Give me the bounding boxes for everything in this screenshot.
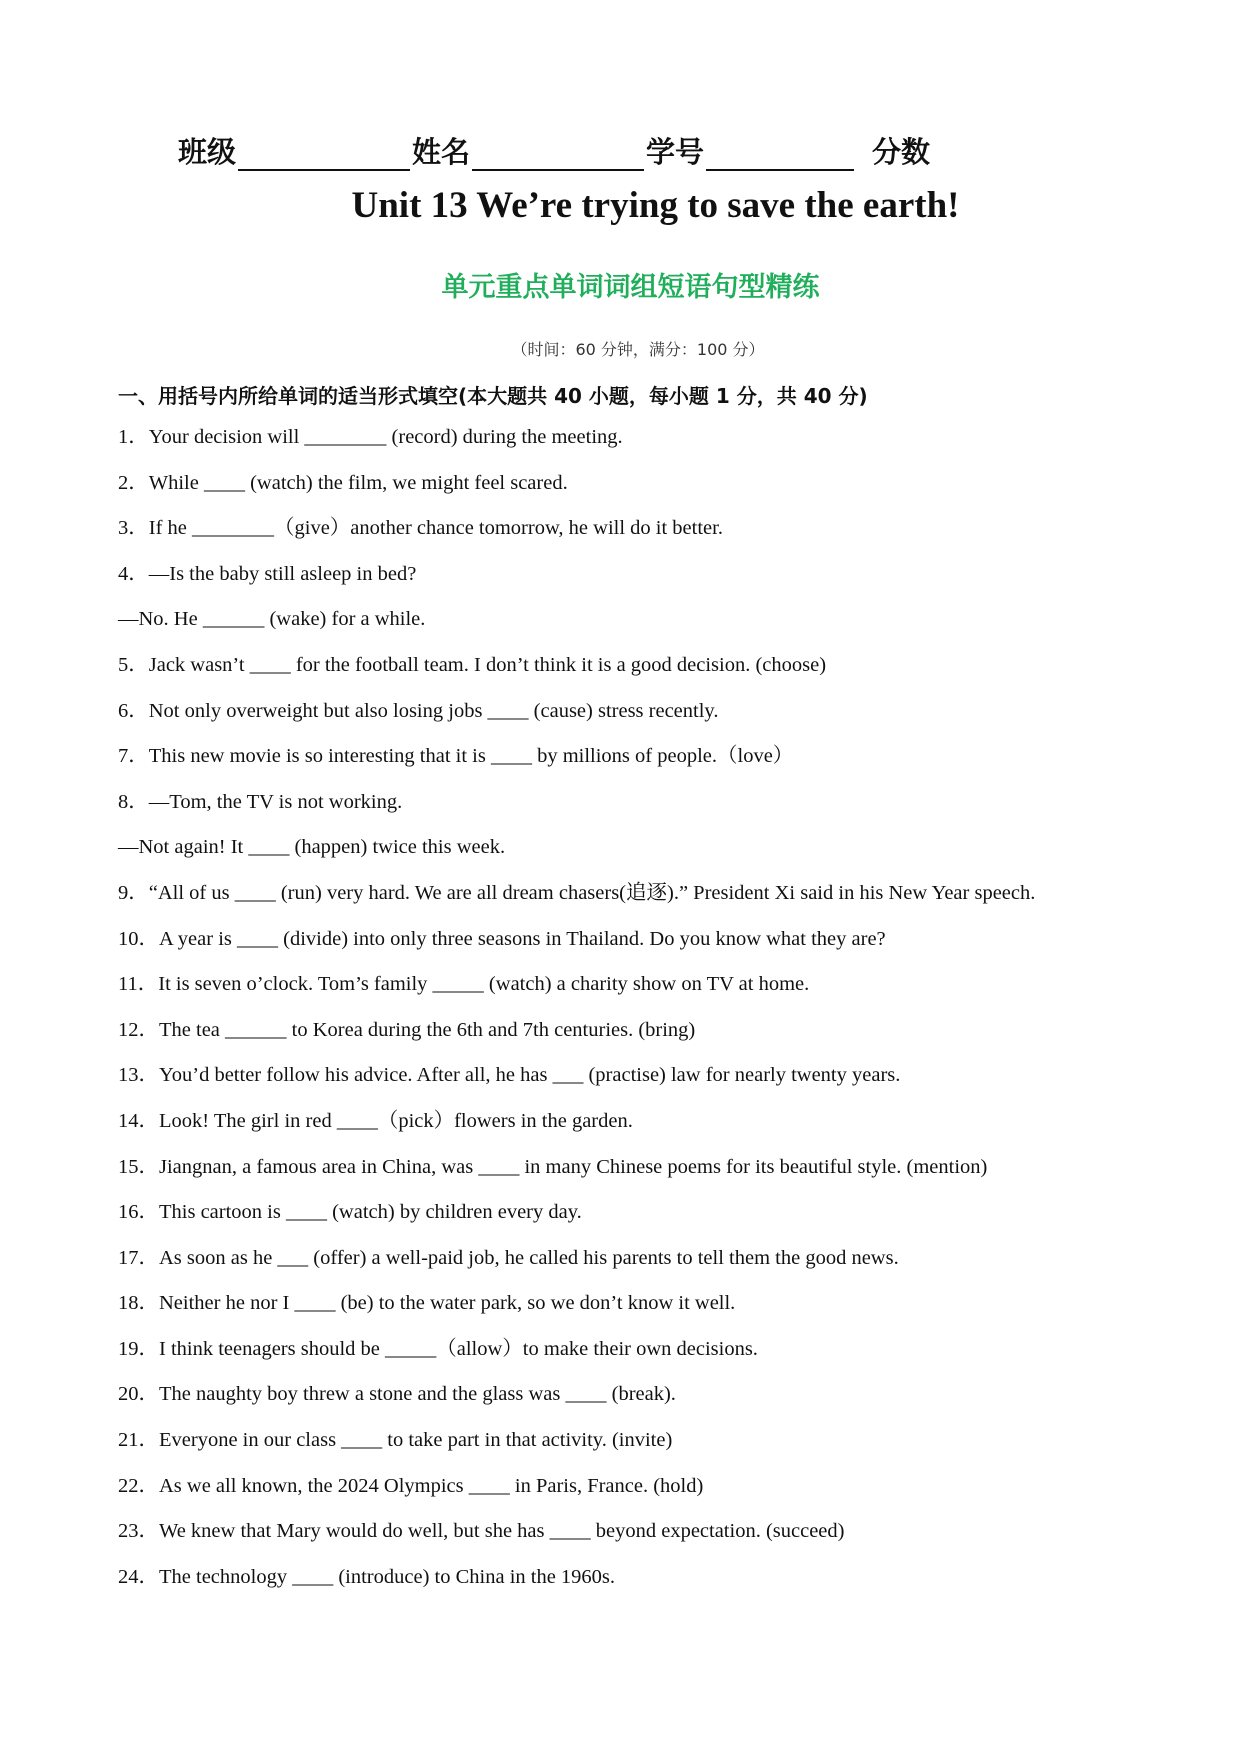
question-line: 13．You’d better follow his advice. After all, he has ___ (practise) law for nearly twenty years. bbox=[118, 1064, 901, 1087]
question-line: 22．As we all known, the 2024 Olympics ____ in Paris, France. (hold) bbox=[118, 1474, 704, 1497]
score-label: 分数 bbox=[872, 135, 931, 169]
student-number-label: 学号 bbox=[646, 135, 705, 169]
question-line: 4．—Is the baby still asleep in bed? bbox=[118, 562, 417, 585]
question-line: 1．Your decision will ________ (record) during the meeting. bbox=[118, 426, 623, 448]
student-number-blank bbox=[706, 141, 854, 171]
question-line: 5．Jack wasn’t ____ for the football team. I don’t think it is a good decision. (choose) bbox=[118, 653, 827, 676]
name-label: 姓名 bbox=[412, 135, 471, 169]
name-blank bbox=[472, 141, 644, 171]
question-line: 7．This new movie is so interesting that it is ____ by millions of people.（love） bbox=[118, 745, 794, 768]
question-line: 16．This cartoon is ____ (watch) by children every day. bbox=[118, 1201, 582, 1224]
question-list bbox=[118, 422, 1178, 1607]
page-subtitle: 单元重点单词词组短语句型精练 bbox=[441, 272, 820, 303]
question-line: 9．“All of us ____ (run) very hard. We are all dream chasers(追逐).” President Xi said in his New Year speech. bbox=[118, 881, 1036, 904]
page-title: Unit 13 We’re trying to save the earth! bbox=[351, 185, 960, 226]
question-line: 3．If he ________（give）another chance tomorrow, he will do it better. bbox=[118, 517, 723, 540]
question-line: 8．—Tom, the TV is not working. bbox=[118, 790, 403, 813]
question-line: 14．Look! The girl in red ____（pick）flowers in the garden. bbox=[118, 1109, 633, 1132]
student-info-line bbox=[178, 130, 930, 171]
question-line: 6．Not only overweight but also losing jobs ____ (cause) stress recently. bbox=[118, 699, 719, 722]
question-line: 2．While ____ (watch) the film, we might feel scared. bbox=[118, 471, 568, 494]
question-line: 12．The tea ______ to Korea during the 6th and 7th centuries. (bring) bbox=[118, 1018, 696, 1041]
question-line: 11．It is seven o’clock. Tom’s family _____ (watch) a charity show on TV at home. bbox=[118, 973, 810, 996]
time-info: （时间：60 分钟，满分：100 分） bbox=[511, 340, 765, 359]
question-line: 24．The technology ____ (introduce) to China in the 1960s. bbox=[118, 1565, 616, 1588]
question-line: —Not again! It ____ (happen) twice this week. bbox=[118, 836, 506, 859]
question-line: 21．Everyone in our class ____ to take part in that activity. (invite) bbox=[118, 1429, 673, 1452]
question-line: 23．We knew that Mary would do well, but she has ____ beyond expectation. (succeed) bbox=[118, 1520, 845, 1543]
question-line: —No. He ______ (wake) for a while. bbox=[118, 608, 426, 631]
question-line: 15．Jiangnan, a famous area in China, was ____ in many Chinese poems for its beautiful style. (mention) bbox=[118, 1155, 988, 1178]
question-line: 10．A year is ____ (divide) into only three seasons in Thailand. Do you know what they are? bbox=[118, 927, 886, 950]
question-line: 18．Neither he nor I ____ (be) to the water park, so we don’t know it well. bbox=[118, 1292, 736, 1315]
question-line: 20．The naughty boy threw a stone and the glass was ____ (break). bbox=[118, 1383, 676, 1406]
question-line: 19．I think teenagers should be _____（allow）to make their own decisions. bbox=[118, 1337, 758, 1360]
class-label: 班级 bbox=[178, 135, 237, 169]
section-heading: 一、用括号内所给单词的适当形式填空(本大题共 40 小题，每小题 1 分，共 40 分) bbox=[118, 384, 868, 408]
question-line: 17．As soon as he ___ (offer) a well-paid job, he called his parents to tell them the good news. bbox=[118, 1246, 899, 1269]
class-blank bbox=[238, 141, 410, 171]
